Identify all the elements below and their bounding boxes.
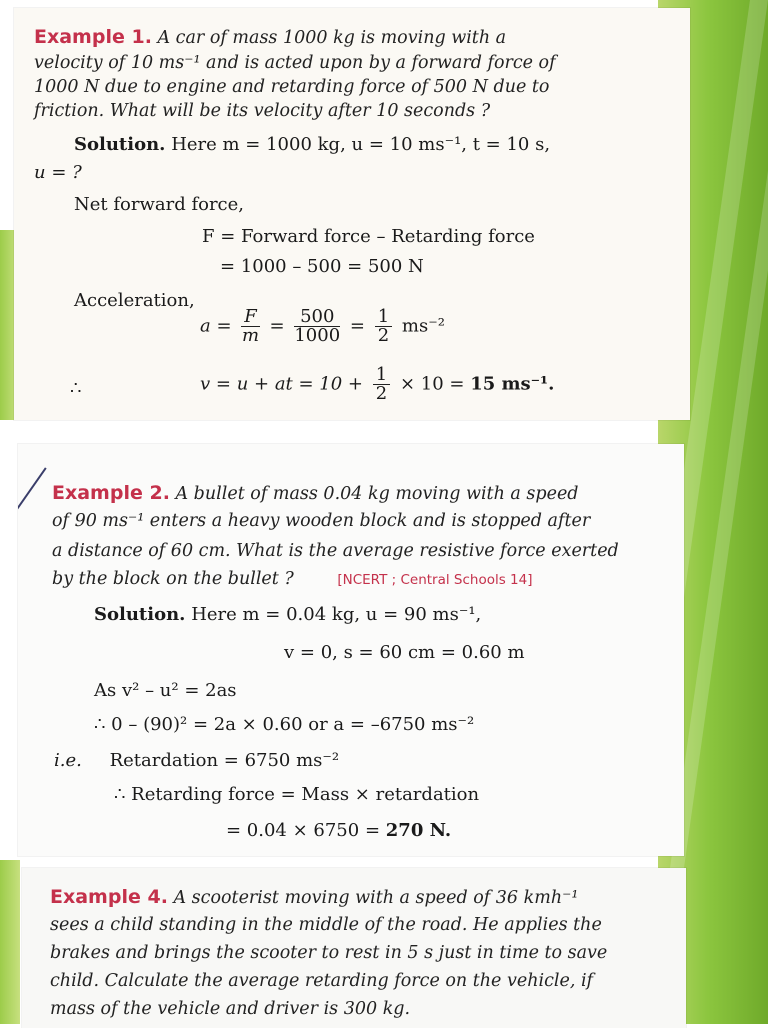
example-2-heading: Example 2. bbox=[52, 482, 170, 504]
example-1-panel bbox=[14, 8, 690, 420]
fraction-one-half-2: $\frac{1}{2}$ bbox=[373, 366, 390, 403]
example-2-panel bbox=[18, 444, 684, 856]
example-4-question-line-3: brakes and brings the scooter to rest in 5 s just in time to save bbox=[50, 943, 608, 963]
equation-of-motion: As v² – u² = 2as bbox=[94, 680, 237, 701]
example-4-question-line-4: child. Calculate the average retarding force on the vehicle, if bbox=[50, 971, 594, 991]
velocity-equation: v = u + at = 10 + $\frac{1}{2}$ × 10 = 15 ms⁻¹. bbox=[200, 364, 555, 404]
example-2-question-line-2: of 90 ms⁻¹ enters a heavy wooden block and is stopped after bbox=[52, 511, 591, 531]
example-2-question-line-3: a distance of 60 cm. What is the average resistive force exerted bbox=[52, 541, 619, 561]
green-accent-left-bottom bbox=[0, 860, 20, 1024]
force-equation-2: = 1000 – 500 = 500 N bbox=[220, 256, 424, 277]
example-2-given: Solution. Here m = 0.04 kg, u = 90 ms⁻¹, bbox=[94, 604, 482, 625]
therefore-symbol: ∴ bbox=[70, 378, 82, 399]
retardation-line: i.e. Retardation = 6750 ms⁻² bbox=[54, 750, 340, 771]
velocity-result: 15 ms⁻¹. bbox=[470, 373, 555, 395]
final-answer: 270 N. bbox=[385, 820, 452, 841]
retarding-force-result: = 0.04 × 6750 = 270 N. bbox=[226, 820, 452, 841]
solution-label: Solution. bbox=[74, 134, 166, 155]
net-force-label: Net forward force, bbox=[74, 194, 245, 215]
example-1-heading: Example 1. bbox=[34, 26, 152, 48]
example-4-question-line-5: mass of the vehicle and driver is 300 kg. bbox=[50, 999, 411, 1019]
example-4-heading: Example 4. bbox=[50, 886, 168, 908]
example-1-unknown: u = ? bbox=[34, 162, 82, 183]
force-equation-1: F = Forward force – Retarding force bbox=[202, 226, 535, 247]
ncert-reference: [NCERT ; Central Schools 14] bbox=[337, 572, 533, 588]
acceleration-equation: a = $\frac{F}{m}$ = $\frac{500}{1000}$ = $\frac{1}{2}$ ms⁻² bbox=[200, 306, 445, 346]
example-4-panel bbox=[22, 868, 686, 1028]
example-2-question-line-4: by the block on the bullet ? [NCERT ; Central Schools 14] bbox=[52, 569, 533, 589]
fraction-one-half: $\frac{1}{2}$ bbox=[375, 308, 392, 345]
fraction-500-over-1000: $\frac{500}{1000}$ bbox=[294, 306, 341, 346]
example-2-given-2: v = 0, s = 60 cm = 0.60 m bbox=[284, 642, 525, 663]
example-4-question-line-1: Example 4. A scooterist moving with a speed of 36 kmh⁻¹ bbox=[50, 886, 579, 908]
example-1-question-line-2: velocity of 10 ms⁻¹ and is acted upon by a forward force of bbox=[34, 53, 556, 73]
retarding-force-line: ∴ Retarding force = Mass × retardation bbox=[114, 784, 480, 805]
acceleration-label: Acceleration, bbox=[74, 290, 195, 311]
fraction-f-over-m: $\frac{F}{m}$ bbox=[241, 306, 260, 346]
example-1-question-line-3: 1000 N due to engine and retarding force of 500 N due to bbox=[34, 77, 550, 97]
example-2-question-line-1: Example 2. A bullet of mass 0.04 kg moving with a speed bbox=[52, 482, 579, 504]
solution-label: Solution. bbox=[94, 604, 186, 625]
acceleration-solution: ∴ 0 – (90)² = 2a × 0.60 or a = –6750 ms⁻² bbox=[94, 714, 475, 735]
example-1-question-line-1: Example 1. A car of mass 1000 kg is moving with a bbox=[34, 26, 507, 48]
example-4-question-line-2: sees a child standing in the middle of the road. He applies the bbox=[50, 915, 602, 935]
example-1-given: Solution. Here m = 1000 kg, u = 10 ms⁻¹, t = 10 s, bbox=[74, 134, 551, 155]
example-1-question-line-4: friction. What will be its velocity after 10 seconds ? bbox=[34, 101, 491, 121]
